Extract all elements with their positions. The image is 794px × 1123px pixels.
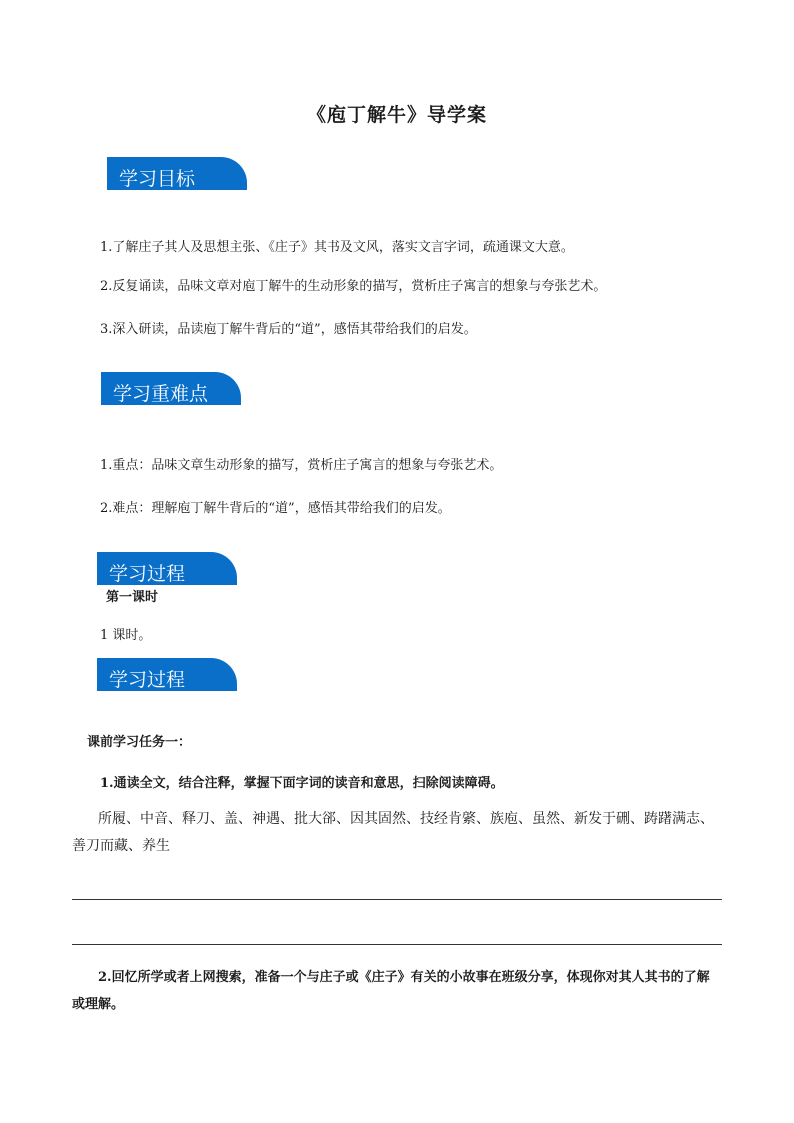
answer-line-2 — [72, 944, 722, 945]
lesson-duration: 1 课时。 — [100, 628, 152, 643]
page-title: 《庖丁解牛》导学案 — [306, 104, 487, 126]
goal-item-3: 3.深入研读，品读庖丁解牛背后的“道”，感悟其带给我们的启发。 — [100, 322, 477, 337]
pre-class-task-heading: 课前学习任务一： — [87, 735, 192, 750]
lesson-label: 第一课时 — [106, 590, 159, 605]
key-point-item-1: 1.重点：品味文章生动形象的描写，赏析庄子寓言的想象与夸张艺术。 — [100, 458, 503, 473]
goal-item-1: 1.了解庄子其人及思想主张、《庄子》其书及文风，落实文言字词，疏通课文大意。 — [100, 240, 574, 255]
goal-item-2: 2.反复诵读，品味文章对庖丁解牛的生动形象的描写，赏析庄子寓言的想象与夸张艺术。 — [100, 279, 607, 294]
section-banner-learning-process-1: 学习过程 — [97, 552, 237, 588]
key-point-item-2: 2.难点：理解庖丁解牛背后的“道”，感悟其带给我们的启发。 — [100, 501, 451, 516]
task-1-instruction: 1.通读全文，结合注释，掌握下面字词的读音和意思，扫除阅读障碍。 — [100, 776, 504, 791]
answer-line-1 — [72, 899, 722, 900]
vocabulary-list: 所履、中音、释刀、盖、神遇、批大郤、因其固然、技经肯綮、族庖、虽然、新发于硎、踌躇满志、善刀而藏、养生 — [72, 811, 714, 854]
section-banner-key-points: 学习重难点 — [101, 372, 241, 408]
section-banner-learning-process-2: 学习过程 — [97, 658, 237, 694]
task-2-instruction: 2.回忆所学或者上网搜索，准备一个与庄子或《庄子》有关的小故事在班级分享，体现你对其人其书的了解或理解。 — [72, 970, 710, 1012]
section-banner-learning-goals: 学习目标 — [107, 157, 247, 193]
